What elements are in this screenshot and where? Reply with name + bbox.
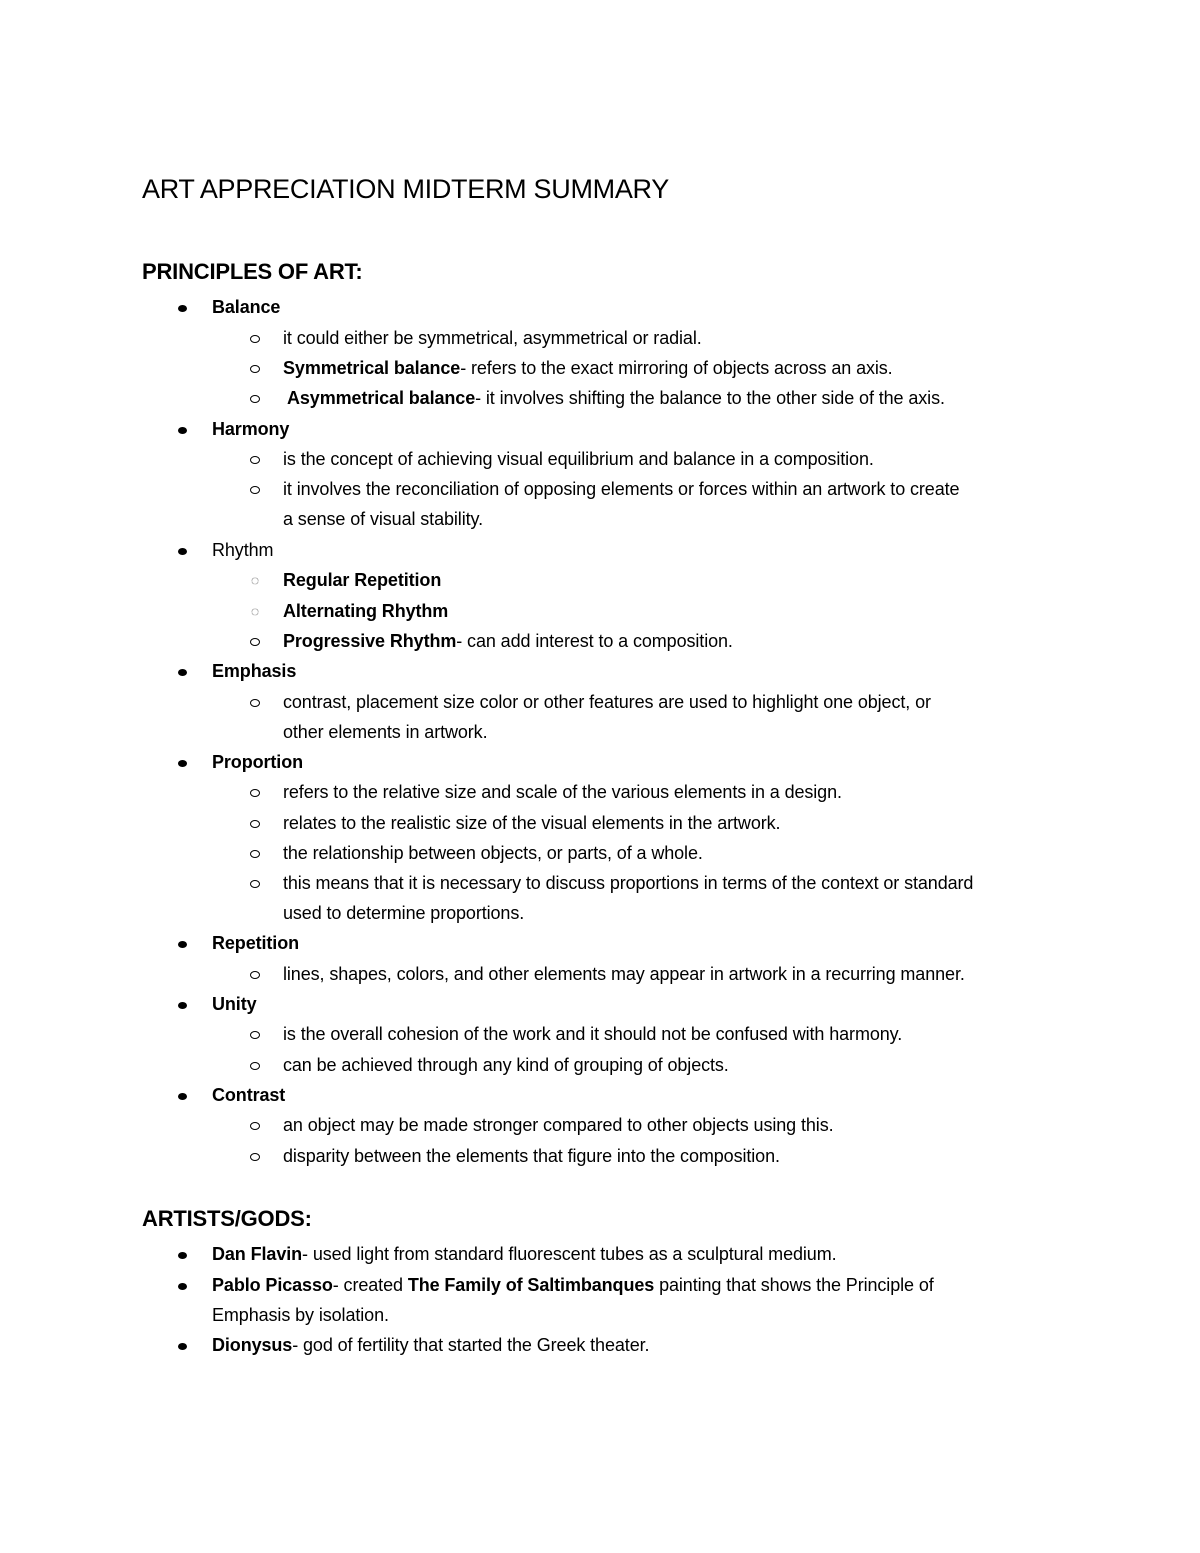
- bullet-circle-icon: [247, 811, 263, 835]
- bullet-circle-icon: [247, 386, 263, 410]
- bullet-circle-icon: [247, 1113, 263, 1137]
- bullet-disc-icon: [174, 1242, 190, 1266]
- principle-emphasis: Emphasis: [212, 661, 297, 681]
- bullet-circle-icon: [247, 690, 263, 714]
- balance-item-3: Asymmetrical balance- it involves shifting the balance to the other side of the axis.: [287, 388, 945, 408]
- bullet-disc-icon: [174, 992, 190, 1016]
- proportion-item-4-line-1: this means that it is necessary to discuss proportions in terms of the context or standard: [283, 873, 974, 893]
- proportion-item-2: relates to the realistic size of the visual elements in the artwork.: [283, 813, 781, 833]
- contrast-item-1: an object may be made stronger compared to other objects using this.: [283, 1115, 834, 1135]
- rhythm-item-1: Regular Repetition: [283, 570, 442, 590]
- proportion-item-4-line-2: used to determine proportions.: [283, 903, 525, 923]
- principles-heading: PRINCIPLES OF ART:: [142, 259, 363, 284]
- bullet-circle-icon: [247, 1053, 263, 1077]
- proportion-item-3: the relationship between objects, or parts, of a whole.: [283, 843, 703, 863]
- bullet-disc-icon: [174, 417, 190, 441]
- principle-proportion: Proportion: [212, 752, 303, 772]
- principle-harmony: Harmony: [212, 419, 290, 439]
- bullet-circle-icon: [247, 1144, 263, 1168]
- bullet-circle-icon: [247, 447, 263, 471]
- document-title: ART APPRECIATION MIDTERM SUMMARY: [142, 174, 669, 204]
- artist-dan-flavin: Dan Flavin- used light from standard fluorescent tubes as a sculptural medium.: [212, 1244, 837, 1264]
- bullet-circle-icon: [247, 841, 263, 865]
- balance-item-1: it could either be symmetrical, asymmetrical or radial.: [283, 328, 702, 348]
- bullet-disc-icon: [174, 750, 190, 774]
- bullet-circle-icon: [247, 871, 263, 895]
- unity-item-1: is the overall cohesion of the work and it should not be confused with harmony.: [283, 1024, 903, 1044]
- bullet-disc-icon: [174, 1333, 190, 1357]
- bullet-disc-icon: [174, 1083, 190, 1107]
- bullet-disc-icon: [174, 538, 190, 562]
- artist-pablo-picasso-line-2: Emphasis by isolation.: [212, 1305, 389, 1325]
- balance-item-2: Symmetrical balance- refers to the exact mirroring of objects across an axis.: [283, 358, 893, 378]
- bullet-circle-icon: [247, 356, 263, 380]
- bullet-disc-icon: [174, 931, 190, 955]
- bullet-dotted-circle-icon: ◌: [250, 572, 260, 588]
- repetition-item-1: lines, shapes, colors, and other elements may appear in artwork in a recurring manner.: [283, 964, 965, 984]
- harmony-item-2-line-1: it involves the reconciliation of opposing elements or forces within an artwork to create: [283, 479, 960, 499]
- principle-repetition: Repetition: [212, 933, 299, 953]
- proportion-item-1: refers to the relative size and scale of the various elements in a design.: [283, 782, 842, 802]
- contrast-item-2: disparity between the elements that figure into the composition.: [283, 1146, 780, 1166]
- bullet-disc-icon: [174, 1273, 190, 1297]
- principle-rhythm: Rhythm: [212, 540, 274, 560]
- harmony-item-1: is the concept of achieving visual equilibrium and balance in a composition.: [283, 449, 874, 469]
- principle-contrast: Contrast: [212, 1085, 286, 1105]
- emphasis-item-1-line-2: other elements in artwork.: [283, 722, 488, 742]
- bullet-circle-icon: [247, 780, 263, 804]
- rhythm-item-2: Alternating Rhythm: [283, 601, 449, 621]
- bullet-dotted-circle-icon: ◌: [250, 603, 260, 619]
- bullet-circle-icon: [247, 962, 263, 986]
- unity-item-2: can be achieved through any kind of grouping of objects.: [283, 1055, 729, 1075]
- bullet-disc-icon: [174, 659, 190, 683]
- rhythm-item-3: Progressive Rhythm- can add interest to a composition.: [283, 631, 733, 651]
- bullet-disc-icon: [174, 295, 190, 319]
- bullet-circle-icon: [247, 629, 263, 653]
- harmony-item-2-line-2: a sense of visual stability.: [283, 509, 483, 529]
- bullet-circle-icon: [247, 477, 263, 501]
- artists-heading: ARTISTS/GODS:: [142, 1206, 312, 1231]
- god-dionysus: Dionysus- god of fertility that started the Greek theater.: [212, 1335, 650, 1355]
- artist-pablo-picasso-line-1: Pablo Picasso- created The Family of Saltimbanques painting that shows the Principle of: [212, 1275, 934, 1295]
- bullet-circle-icon: [247, 1022, 263, 1046]
- bullet-circle-icon: [247, 326, 263, 350]
- principle-balance: Balance: [212, 297, 281, 317]
- emphasis-item-1-line-1: contrast, placement size color or other features are used to highlight one object, or: [283, 692, 931, 712]
- principle-unity: Unity: [212, 994, 257, 1014]
